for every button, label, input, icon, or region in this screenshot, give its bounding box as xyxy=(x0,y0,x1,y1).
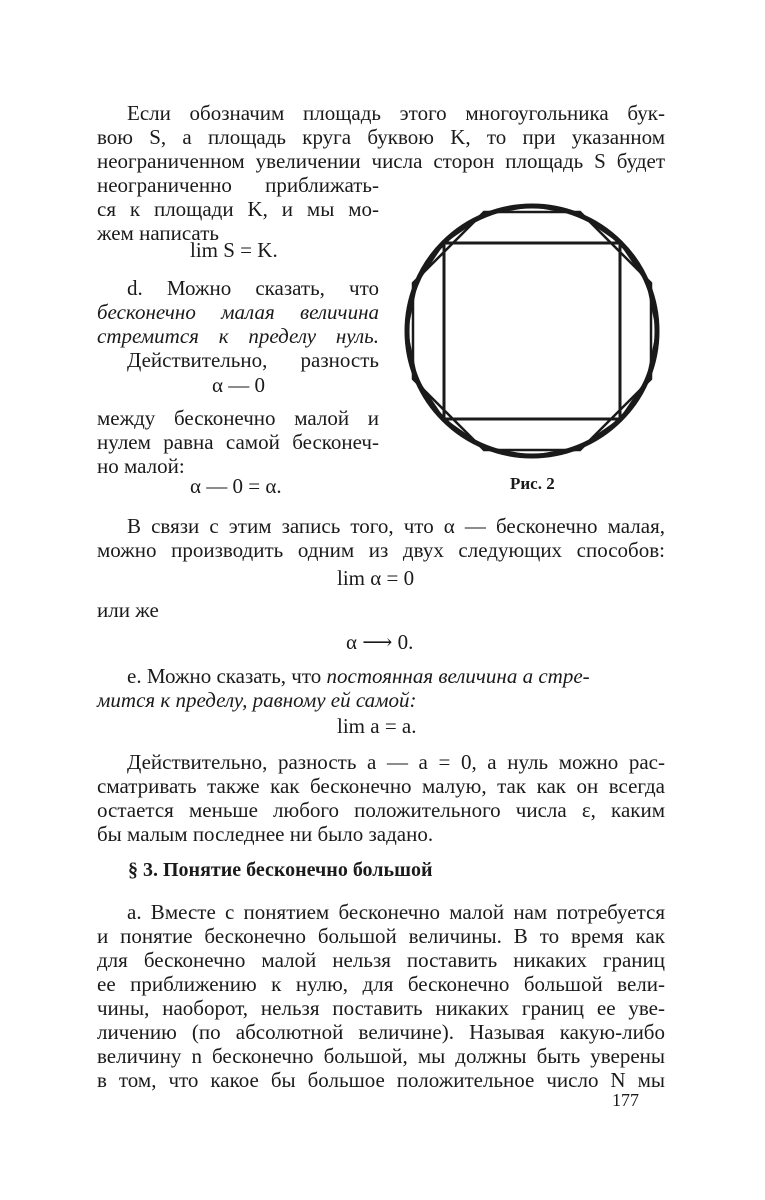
text-line: В связи с этим запись того, что α — бесконечно малая, xyxy=(127,514,665,538)
text-line: ее приближению к нулю, для бесконечно большой вели- xyxy=(97,972,665,996)
formula-alpha-identity: α — 0 = α. xyxy=(190,474,282,498)
text-line: неограниченном увеличении числа сторон площадь S будет xyxy=(97,149,665,173)
text-line: Действительно, разность a — a = 0, а нуль можно рас- xyxy=(127,750,665,774)
formula-lim-s: lim S = K. xyxy=(190,238,278,262)
text-line-italic: стремится к пределу нуль. xyxy=(97,324,379,348)
text-line: личению (по абсолютной величине). Называя какую-либо xyxy=(97,1020,665,1044)
text-line-italic: мится к пределу, равному ей самой: xyxy=(97,688,417,712)
formula-alpha-arrow: α ⟶ 0. xyxy=(346,630,414,654)
text-line: можно производить одним из двух следующих способов: xyxy=(97,538,665,562)
text-line: для бесконечно малой нельзя поставить никаких границ xyxy=(97,948,665,972)
text-line: вою S, а площадь круга буквою K, то при указанном xyxy=(97,125,665,149)
text-span-italic: постоянная величина a стре- xyxy=(326,664,590,688)
text-span: е. Можно сказать, что xyxy=(127,664,322,688)
text-line: нулем равна самой бесконеч- xyxy=(97,430,379,454)
text-line: и понятие бесконечно большой величины. В то время как xyxy=(97,924,665,948)
text-line: сматривать также как бесконечно малую, так как он всегда xyxy=(97,774,665,798)
formula-lim-alpha: lim α = 0 xyxy=(337,566,415,590)
formula-lim-a: lim a = a. xyxy=(337,714,417,738)
text-line: неограниченно приближать- xyxy=(97,173,379,197)
section-heading: § 3. Понятие бесконечно большой xyxy=(128,859,433,881)
text-line: жем написать xyxy=(97,221,219,245)
text-line: в том, что какое бы большое положительное число N мы xyxy=(97,1068,665,1092)
text-line: Если обозначим площадь этого многоугольника бук- xyxy=(127,101,665,125)
figure-circle-polygons xyxy=(400,200,664,462)
text-line: но малой: xyxy=(97,454,185,478)
text-line: остается меньше любого положительного числа ε, каким xyxy=(97,798,665,822)
text-line xyxy=(97,664,665,688)
text-line: бы малым последнее ни было задано. xyxy=(97,822,434,846)
text-line: между бесконечно малой и xyxy=(97,406,379,430)
page-number: 177 xyxy=(612,1090,639,1110)
text-line: или же xyxy=(97,598,159,622)
text-line: чины, наоборот, нельзя поставить никаких границ ее уве- xyxy=(97,996,665,1020)
formula-alpha-minus-zero: α — 0 xyxy=(212,373,266,397)
text-line: величину n бесконечно большой, мы должны быть уверены xyxy=(97,1044,665,1068)
text-line: d. Можно сказать, что xyxy=(127,276,379,300)
text-line: а. Вместе с понятием бесконечно малой нам потребуется xyxy=(127,900,665,924)
figure-caption: Рис. 2 xyxy=(510,474,555,493)
text-line-italic: бесконечно малая величина xyxy=(97,300,379,324)
text-line: Действительно, разность xyxy=(127,348,379,372)
text-line: ся к площади K, и мы мо- xyxy=(97,197,379,221)
